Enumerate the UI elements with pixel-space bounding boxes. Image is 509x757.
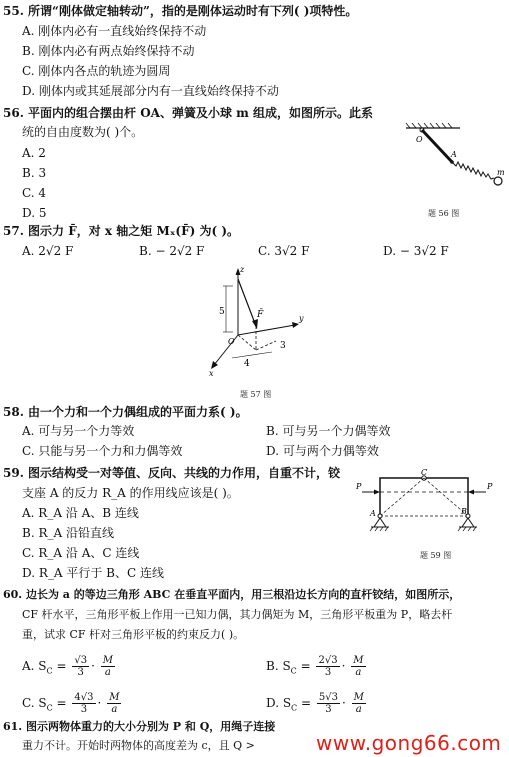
- q59-stem-1: 59. 图示结构受一对等值、反向、共线的力作用，自重不计，铰: [3, 466, 341, 480]
- q57-label-f: F̄: [257, 310, 264, 320]
- q60-stem-3: 重，试求 CF 杆对三角形平板的约束反力( )。: [22, 628, 245, 641]
- q56-option-b: B. 3: [22, 166, 47, 180]
- q59-label-b: B: [461, 507, 467, 516]
- q57-force-figure: [200, 262, 312, 378]
- q56-stem-1: 56. 平面内的组合摆由杆 OA、弹簧及小球 m 组成，如图所示。此系: [3, 106, 374, 120]
- q59-label-c: C: [421, 468, 428, 477]
- q56-stem-2: 统的自由度数为( )个。: [22, 125, 144, 139]
- q58-option-a: A. 可与另一个力等效: [22, 424, 135, 438]
- q56-pendulum-figure: [400, 122, 508, 204]
- q56-option-a: A. 2: [22, 146, 46, 160]
- q57-dim-5: 5: [219, 307, 225, 317]
- q57-option-b: B. − 2√2 F: [139, 244, 205, 258]
- q57-option-c: C. 3√2 F: [258, 244, 310, 258]
- q57-caption: 题 57 图: [240, 390, 272, 399]
- watermark-banner: [312, 730, 509, 757]
- q56-option-c: C. 4: [22, 186, 47, 200]
- q56-option-d: D. 5: [22, 206, 47, 220]
- q59-label-p-right: P: [487, 482, 493, 491]
- q56-caption: 题 56 图: [428, 209, 460, 218]
- q60-option-b: B. $S_C$ = $\frac{2√3}{3}$ · $\frac{M}{a}$: [266, 655, 364, 678]
- q59-label-p-left: P: [356, 482, 362, 491]
- q60-option-c: C. $S_C$ = $\frac{4√3}{3}$ · $\frac{M}{a}$: [22, 692, 120, 715]
- q58-option-b: B. 可与另一个力偶等效: [266, 424, 391, 438]
- q57-dim-4: 4: [244, 359, 250, 369]
- q57-option-d: D. − 3√2 F: [383, 244, 449, 258]
- q57-label-x: x: [209, 369, 214, 378]
- q59-caption: 题 59 图: [420, 551, 452, 560]
- q57-label-z: z: [240, 265, 245, 274]
- q59-option-a: A. R_A 沿 A、B 连线: [22, 506, 139, 520]
- q61-stem-1: 61. 图示两物体重力的大小分别为 P 和 Q，用绳子连接: [3, 720, 276, 733]
- q58-option-c: C. 只能与另一个力和力偶等效: [22, 444, 183, 458]
- q56-label-o: O: [416, 135, 423, 144]
- q59-frame-figure: [350, 466, 500, 544]
- q57-option-a: A. 2√2 F: [22, 244, 74, 258]
- q61-stem-2: 重力不计。开始时两物体的高度差为 c，且 Q >: [22, 739, 255, 752]
- q59-option-d: D. R_A 平行于 B、C 连线: [22, 566, 164, 580]
- q59-label-a: A: [370, 509, 376, 518]
- q56-label-a: A: [451, 150, 457, 159]
- q60-option-d: D. $S_C$ = $\frac{5√3}{3}$ · $\frac{M}{a}$: [266, 692, 364, 715]
- q60-option-a: A. $S_C$ = $\frac{√3}{3}$ · $\frac{M}{a}$: [22, 655, 113, 678]
- q55-stem: 55. 所谓“刚体做定轴转动”，指的是刚体运动时有下列( )项特性。: [3, 4, 358, 18]
- q58-option-d: D. 可与两个力偶等效: [266, 444, 379, 458]
- q57-dim-3: 3: [280, 341, 286, 351]
- q57-label-o: O: [228, 337, 235, 346]
- q56-label-m: m: [497, 168, 505, 177]
- q55-option-b: B. 刚体内必有两点始终保持不动: [22, 44, 195, 58]
- watermark-text: www.gong66.com: [316, 731, 502, 755]
- q60-stem-2: CF 杆水平，三角形平板上作用一已知力偶，其力偶矩为 M，三角形平板重为 P，略去杆: [22, 608, 453, 621]
- q59-option-c: C. R_A 沿 A、C 连线: [22, 546, 140, 560]
- q55-option-a: A. 刚体内必有一直线始终保持不动: [22, 24, 207, 38]
- q57-label-y: y: [299, 314, 304, 323]
- q55-option-d: D. 刚体内或其延展部分内有一直线始终保持不动: [22, 84, 279, 98]
- q58-stem: 58. 由一个力和一个力偶组成的平面力系( )。: [3, 405, 248, 419]
- q55-option-c: C. 刚体内各点的轨迹为圆周: [22, 64, 171, 78]
- q59-stem-2: 支座 A 的反力 R_A 的作用线应该是( )。: [22, 486, 239, 500]
- q59-option-b: B. R_A 沿铅直线: [22, 526, 114, 540]
- q57-stem: 57. 图示力 F̄，对 x 轴之矩 Mₓ(F̄) 为( )。: [3, 224, 240, 238]
- q60-stem-1: 60. 边长为 a 的等边三角形 ABC 在垂直平面内，用三根沿边长方向的直杆铰结，如图所示，: [3, 588, 461, 601]
